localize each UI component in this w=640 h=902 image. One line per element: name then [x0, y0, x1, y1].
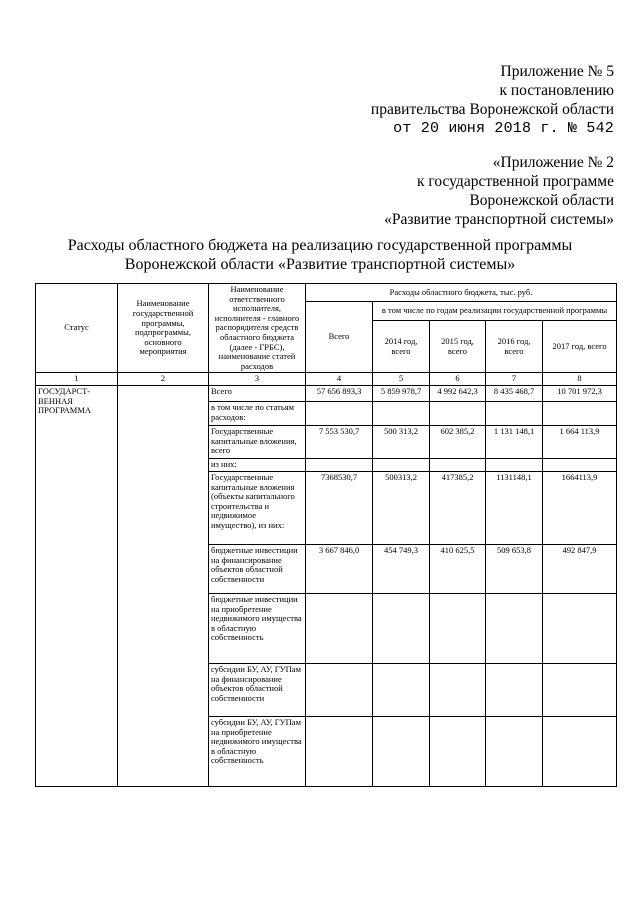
header-2016: 2016 год, всего: [486, 321, 543, 373]
header-total: Всего: [306, 302, 373, 373]
value-2015: 4 992 642,3: [430, 385, 486, 401]
value-2014: 454 749,3: [373, 544, 430, 593]
value-2015: [430, 401, 486, 425]
budget-table: [35, 283, 617, 787]
value-2014: 500 313,2: [373, 425, 430, 458]
value-total: [306, 458, 373, 471]
value-total: 57 656 893,3: [306, 385, 373, 401]
value-2017: [543, 458, 617, 471]
header-expenses: Расходы областного бюджета, тыс. руб.: [306, 284, 617, 302]
value-2017: 10 701 972,3: [543, 385, 617, 401]
value-2017: 492 847,9: [543, 544, 617, 593]
value-total: [306, 716, 373, 786]
value-2016: [486, 593, 543, 663]
approval-reference: [371, 62, 614, 138]
approval-line-1: Приложение № 5: [500, 63, 614, 80]
row-label: из них:: [209, 458, 306, 471]
column-number-row: [36, 373, 617, 386]
value-2016: 8 435 468,7: [486, 385, 543, 401]
value-2015: [430, 663, 486, 716]
table-row: [36, 385, 617, 401]
value-2017: [543, 593, 617, 663]
value-2015: 410 625,5: [430, 544, 486, 593]
value-total: 7368530,7: [306, 471, 373, 544]
title-line-2: Воронежской области «Развитие транспортной системы»: [124, 256, 516, 273]
document-title: [0, 236, 640, 274]
annex-line-1: «Приложение № 2: [492, 154, 614, 171]
value-total: 7 553 530,7: [306, 425, 373, 458]
row-label: субсидии БУ, АУ, ГУПам на приобретение недвижимого имущества в областную собственность: [209, 716, 306, 786]
value-2016: 509 653,8: [486, 544, 543, 593]
header-2015: 2015 год, всего: [430, 321, 486, 373]
annex-line-3: Воронежской области: [469, 192, 614, 209]
value-2014: 5 859 978,7: [373, 385, 430, 401]
value-2016: [486, 401, 543, 425]
value-2017: [543, 663, 617, 716]
row-label: Государственные капитальные вложения (объекты капитального строительства и недвижимое имущество), из них:: [209, 471, 306, 544]
value-total: [306, 663, 373, 716]
value-total: [306, 593, 373, 663]
value-2016: [486, 716, 543, 786]
value-2015: 417385,2: [430, 471, 486, 544]
value-2017: [543, 401, 617, 425]
approval-line-2: к постановлению: [499, 82, 614, 99]
row-label: бюджетные инвестиции на приобретение недвижимого имущества в областную собственность: [209, 593, 306, 663]
header-program: Наименование государственной программы, подпрограммы, основного мероприятия: [118, 284, 209, 373]
value-2015: [430, 458, 486, 471]
value-2015: [430, 716, 486, 786]
value-2016: 1 131 148,1: [486, 425, 543, 458]
column-number: 3: [209, 373, 306, 386]
value-2016: 1131148,1: [486, 471, 543, 544]
row-label: в том числе по статьям расходов:: [209, 401, 306, 425]
header-status: Статус: [36, 284, 118, 373]
header-2014: 2014 год, всего: [373, 321, 430, 373]
value-2014: [373, 593, 430, 663]
value-2016: [486, 663, 543, 716]
row-label: Всего: [209, 385, 306, 401]
value-2014: 500313,2: [373, 471, 430, 544]
value-total: [306, 401, 373, 425]
value-2015: 602 385,2: [430, 425, 486, 458]
value-2014: [373, 401, 430, 425]
row-label: бюджетные инвестиции на финансирование объектов областной собственности: [209, 544, 306, 593]
title-line-1: Расходы областного бюджета на реализацию государственной программы: [67, 237, 573, 254]
value-2015: [430, 593, 486, 663]
value-total: 3 667 846,0: [306, 544, 373, 593]
column-number: 6: [430, 373, 486, 386]
column-number: 5: [373, 373, 430, 386]
header-executor: Наименование ответственного исполнителя, исполнителя - главного распорядителя средств областного бюджета (далее - ГРБС), наименование статей расходов: [209, 284, 306, 373]
value-2016: [486, 458, 543, 471]
value-2014: [373, 663, 430, 716]
column-number: 2: [118, 373, 209, 386]
annex-line-4: «Развитие транспортной системы»: [384, 211, 614, 228]
approval-line-3: правительства Воронежской области: [370, 101, 614, 118]
column-number: 1: [36, 373, 118, 386]
value-2017: 1 664 113,9: [543, 425, 617, 458]
header-by-years: в том числе по годам реализации государственной программы: [373, 302, 617, 321]
value-2017: 1664113,9: [543, 471, 617, 544]
annex-reference: [384, 153, 614, 229]
column-number: 4: [306, 373, 373, 386]
value-2014: [373, 716, 430, 786]
header-2017: 2017 год, всего: [543, 321, 617, 373]
program-name-cell: [118, 385, 209, 786]
value-2017: [543, 716, 617, 786]
row-label: Государственные капитальные вложения, всего: [209, 425, 306, 458]
column-number: 8: [543, 373, 617, 386]
value-2014: [373, 458, 430, 471]
approval-date-number: от 20 июня 2018 г. № 542: [393, 120, 614, 137]
column-number: 7: [486, 373, 543, 386]
annex-line-2: к государственной программе: [416, 173, 614, 190]
status-cell: ГОСУДАРСТ-ВЕННАЯ ПРОГРАММА: [36, 385, 118, 786]
row-label: субсидии БУ, АУ, ГУПам на финансирование объектов областной собственности: [209, 663, 306, 716]
